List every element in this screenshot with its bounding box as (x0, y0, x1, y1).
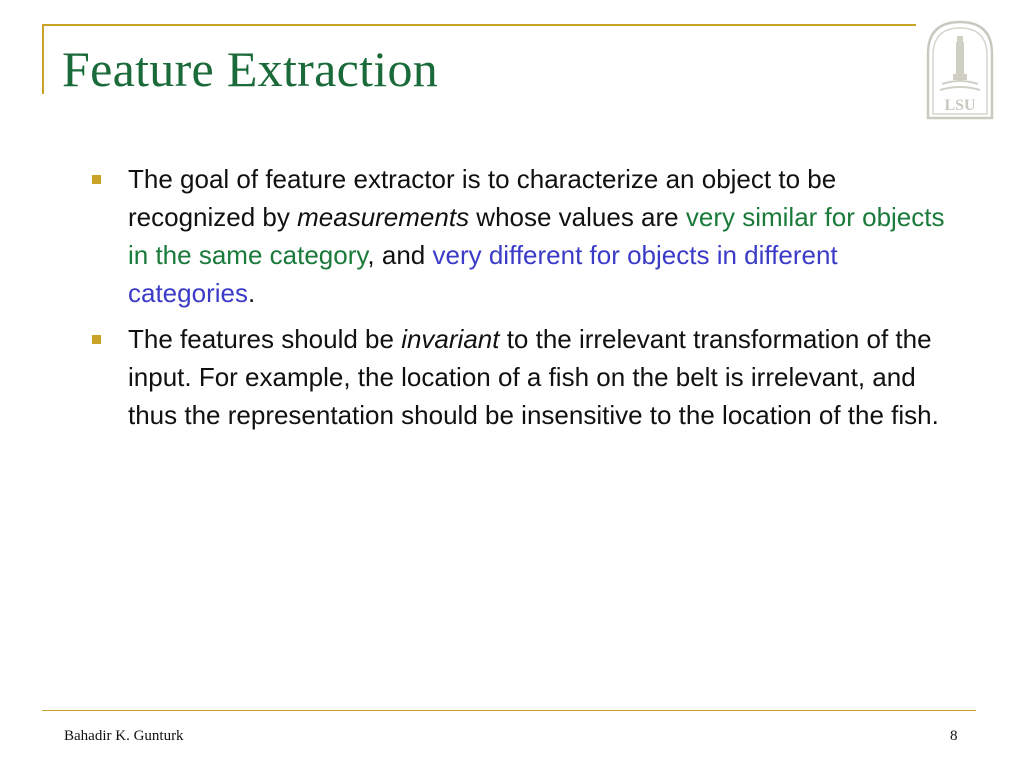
bullet-item-1 (88, 160, 958, 312)
bullet-text-part: , and (367, 240, 433, 270)
slide-title: Feature Extraction (62, 41, 439, 97)
bullet-text-part: whose values are (469, 202, 686, 232)
left-frame-line (42, 24, 44, 94)
emphasis-measurements: measurements (297, 202, 470, 232)
footer-author: Bahadir K. Gunturk (64, 728, 184, 744)
lsu-logo-icon (924, 18, 996, 122)
bullet-item-2 (88, 320, 958, 434)
bullet-text-part: to the irrelevant transformation of the input. For example, the location of a fish on the belt is irrelevant, and thus the representation should be insensitive to the location of the fish. (128, 324, 939, 430)
bullet-text-part: The goal of feature extractor is to characterize an object to be recognized by (128, 164, 837, 232)
top-frame-line (42, 24, 916, 26)
square-bullet-icon (92, 175, 101, 184)
page-number: 8 (950, 728, 958, 744)
highlight-same-category: very similar for objects in the same category (128, 202, 945, 270)
bullet-text-part: The features should be (128, 324, 402, 354)
bullet-text-part: . (247, 278, 256, 308)
highlight-different-categories: very different for objects in different categories (128, 240, 838, 308)
footer-line (42, 710, 976, 711)
bullet-list (88, 160, 958, 442)
logo-text: LSU (944, 97, 976, 114)
square-bullet-icon (92, 335, 101, 344)
emphasis-invariant: invariant (401, 324, 500, 354)
